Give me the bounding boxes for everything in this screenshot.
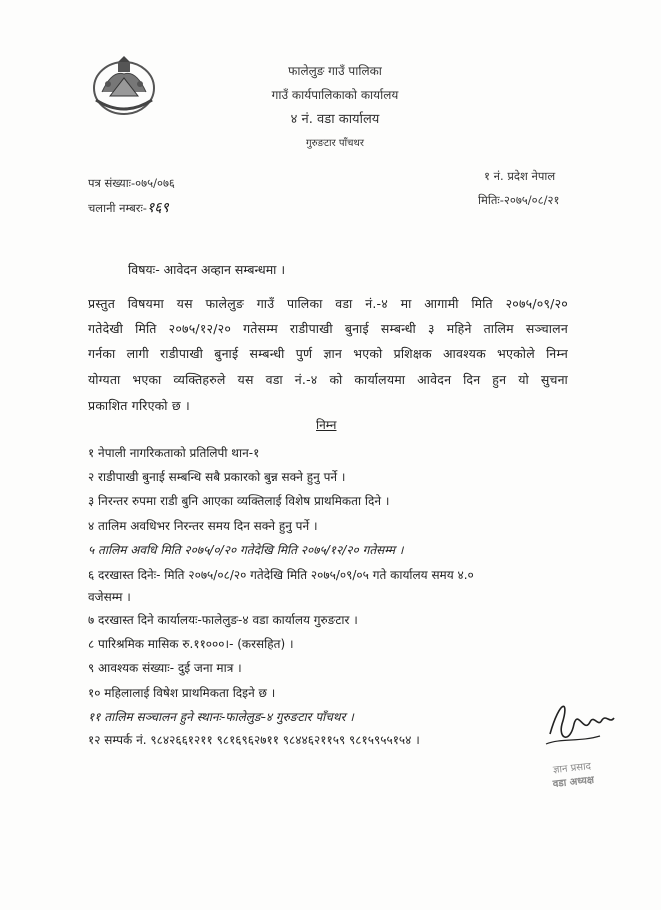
list-item: ४ तालिम अवधिभर निरन्तर समय दिन सक्ने हुनु पर्ने । <box>88 519 318 533</box>
official-stamp <box>531 758 616 798</box>
office-body: गाउँ कार्यपालिकाको कार्यालय <box>271 88 399 102</box>
nepal-emblem-icon <box>88 52 160 120</box>
dispatch-number-text: चलानी नम्बरः- <box>88 201 147 215</box>
body-line: गर्नका लागी राडीपाखी बुनाई सम्बन्धी पुर्ण ज्ञान भएको प्रशिक्षक आवश्यक भएकोले निम्न <box>88 346 568 361</box>
province-label: १ नं. प्रदेश नेपाल <box>484 169 556 183</box>
dispatch-number-label <box>88 198 169 217</box>
dispatch-number-handwritten: १६९ <box>146 200 169 216</box>
list-item: ८ पारिश्रमिक मासिक रु.११०००।- (करसहित) । <box>88 637 294 651</box>
body-line: गतेदेखी मिति २०७५/१२/२० गतेसम्म राडीपाखी बुनाई सम्बन्धी ३ महिने तालिम सञ्चालन <box>88 321 568 336</box>
body-line: प्रस्तुत विषयमा यस फालेलुङ गाउँ पालिका वडा नं.-४ मा आगामी मिति २०७५/०९/२० <box>88 296 568 311</box>
list-item: ३ निरन्तर रुपमा राडी बुनि आएका व्यक्तिलाई विशेष प्राथमिकता दिने । <box>88 494 390 508</box>
list-item: १२ सम्पर्क नं. ९८४२६६१२११ ९८१६९६२७११ ९८४४६२११५९ ९८१५९५५१५४ । <box>88 733 420 747</box>
ward-office: ४ नं. वडा कार्यालय <box>290 112 380 127</box>
list-item: १० महिलालाई विषेश प्राथमिकता दिइने छ । <box>88 686 276 700</box>
list-item: ७ दरखास्त दिने कार्यालयः-फालेलुङ-४ वडा कार्यालय गुरुङटार । <box>88 613 358 627</box>
list-item: ६ दरखास्त दिनेः- मिति २०७५/०८/२० गतेदेखि मिति २०७५/०९/०५ गते कार्यालय समय ४.० <box>88 568 474 582</box>
list-item: ११ तालिम सञ्चालन हुने स्थानः-फालेलुङ-४ गुरुङटार पाँचथर । <box>88 710 354 724</box>
list-item: १ नेपाली नागरिकताको प्रतिलिपी थान-१ <box>88 446 260 460</box>
list-item: वजेसम्म । <box>88 590 131 604</box>
stamp-line: वडा अध्यक्ष <box>552 774 595 791</box>
list-item: ५ तालिम अवधि मिति २०७५/०/२० गतेदेखि मिति २०७५/१२/२० गतेसम्म । <box>88 543 404 557</box>
letter-number: पत्र संख्याः-०७५/०७६ <box>88 176 175 190</box>
list-item: २ राडीपाखी बुनाई सम्बन्धि सबै प्रकारको बुन्न सक्ने हुनु पर्ने । <box>88 470 346 484</box>
body-line: योग्यता भएका व्यक्तिहरुले यस वडा नं.-४ को कार्यालयमा आवेदन दिन हुन यो सुचना <box>88 372 568 387</box>
office-location: गुरुङटार पाँचथर <box>306 138 364 149</box>
signature-icon <box>540 694 620 754</box>
letter-date: मितिः-२०७५/०८/२१ <box>478 193 560 207</box>
list-item: ९ आवश्यक संख्याः- दुई जना मात्र । <box>88 661 242 675</box>
list-heading: निम्न <box>316 418 337 432</box>
stamp-line: ज्ञान प्रसाद <box>552 761 592 777</box>
office-name: फालेलुङ गाउँ पालिका <box>288 64 382 78</box>
subject-line: विषयः- आवेदन अव्हान सम्बन्धमा । <box>128 262 286 277</box>
body-line: प्रकाशित गरिएको छ । <box>88 398 190 413</box>
